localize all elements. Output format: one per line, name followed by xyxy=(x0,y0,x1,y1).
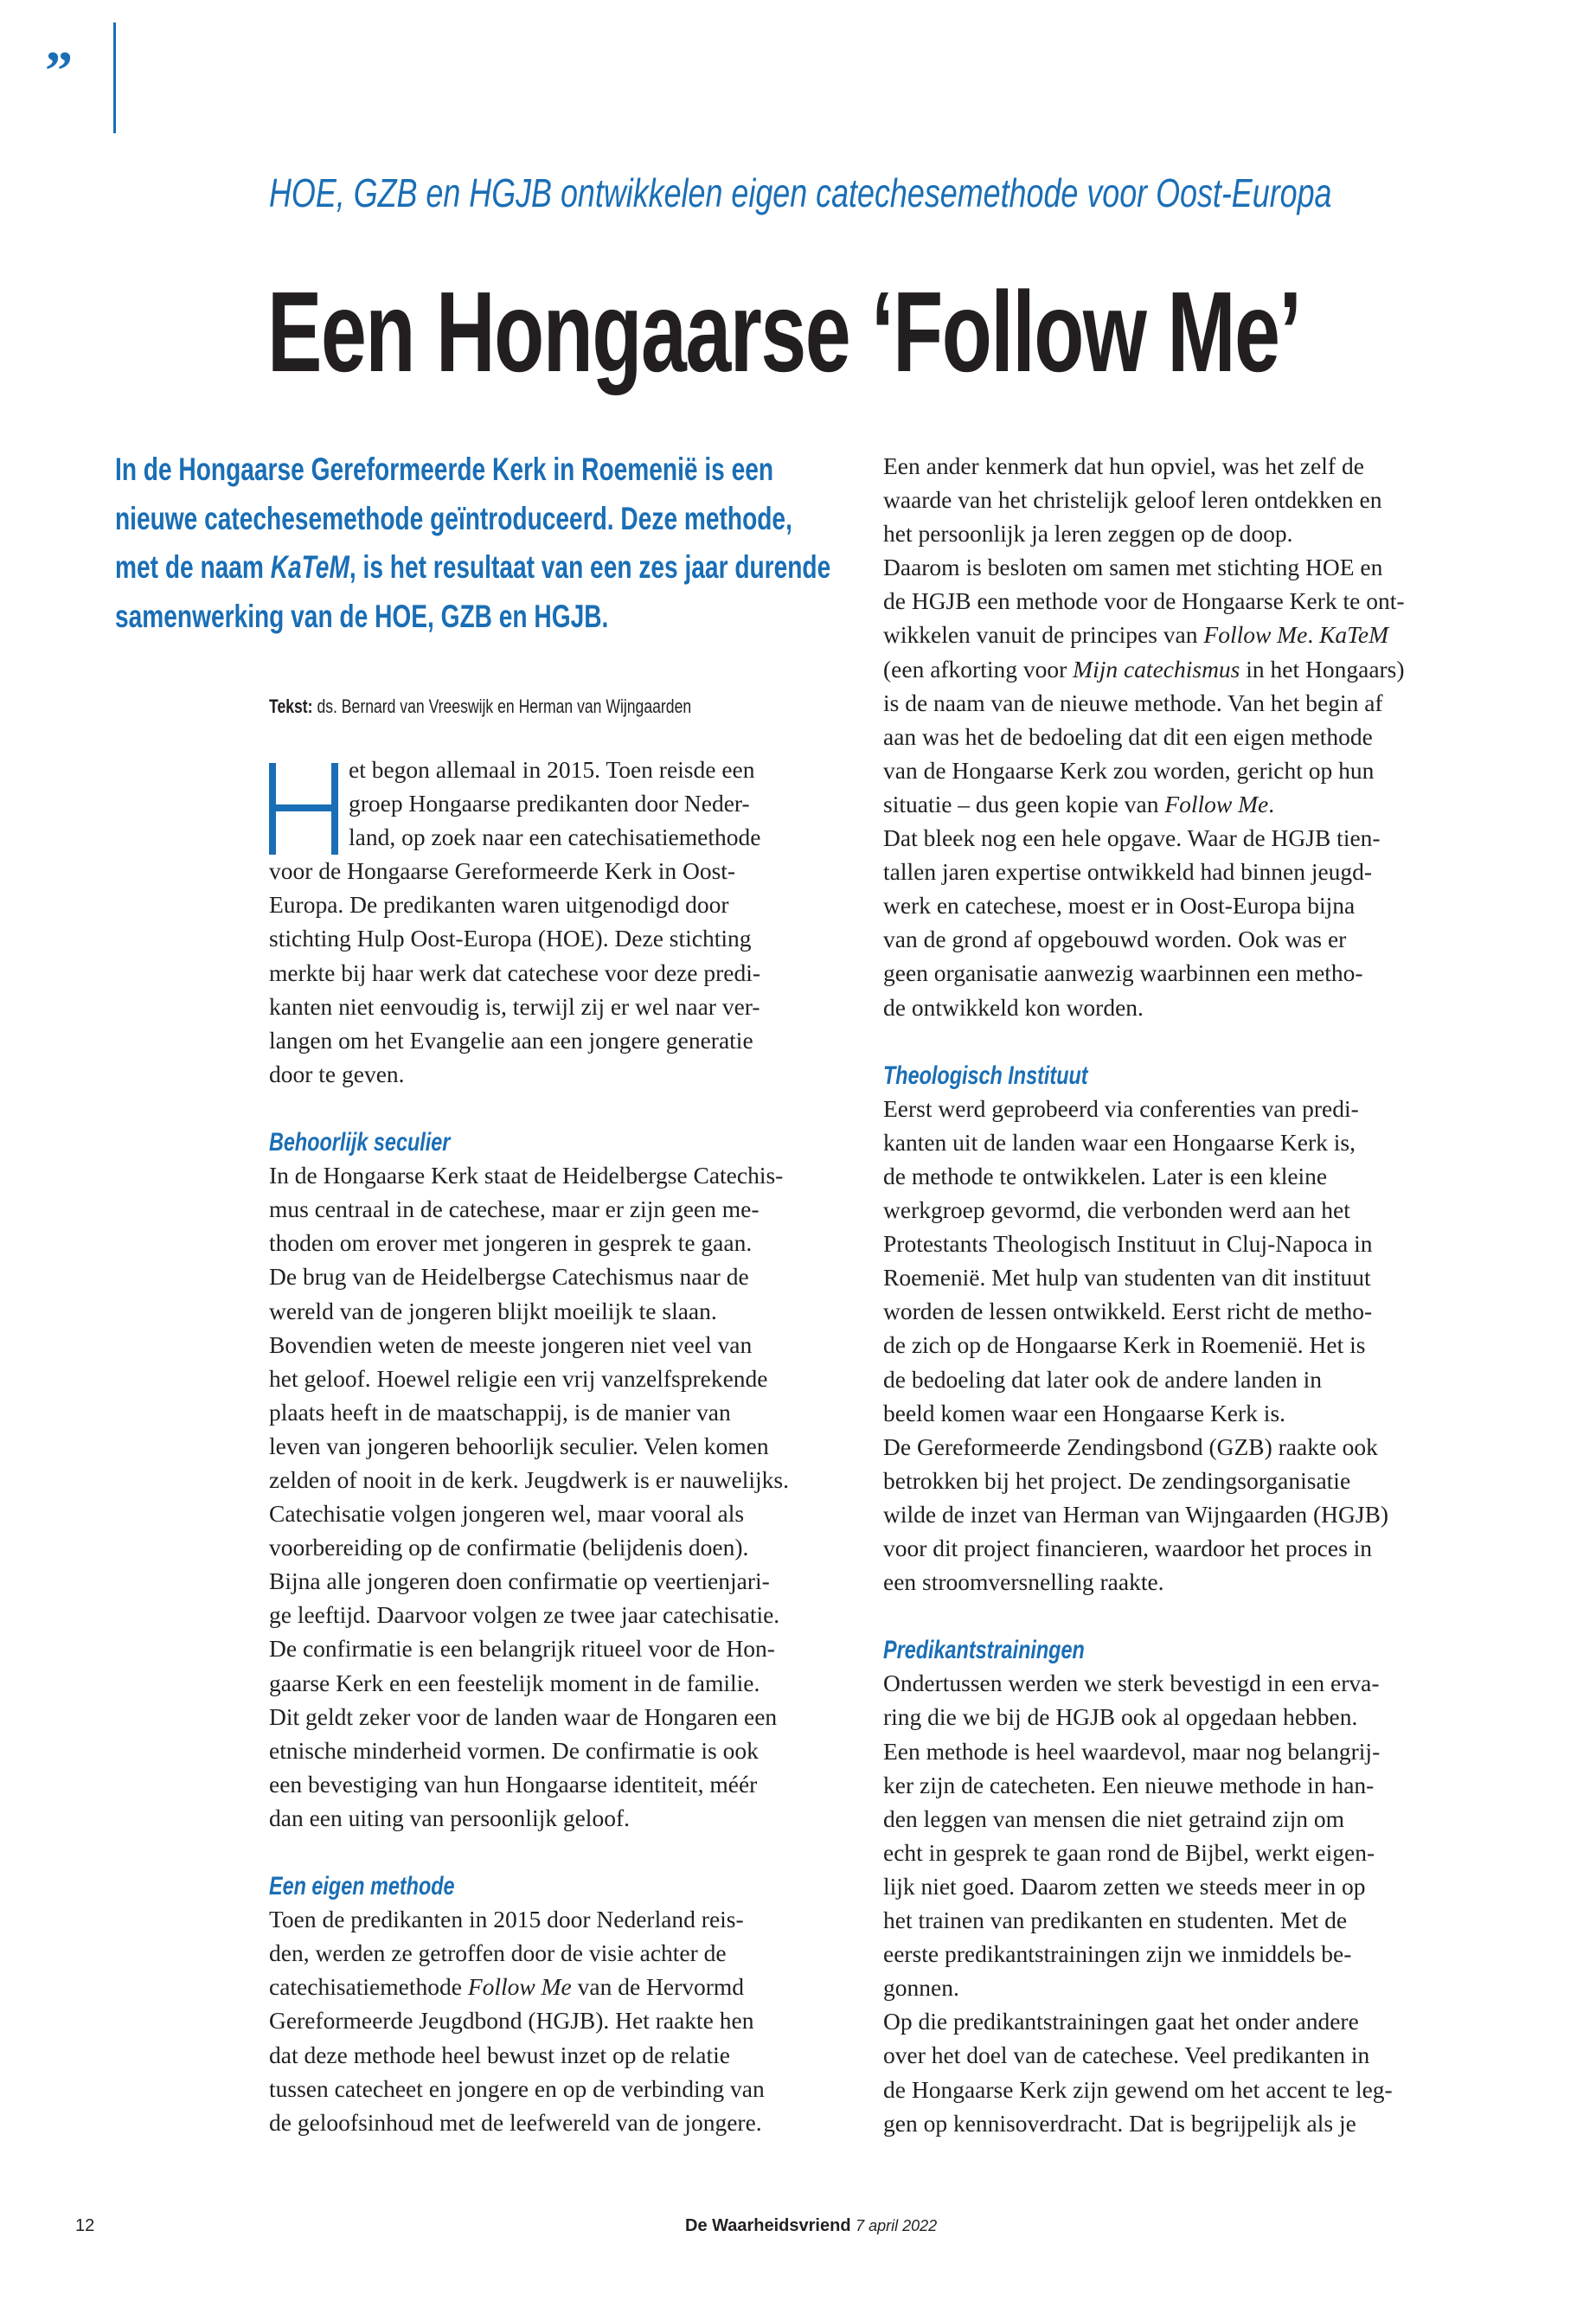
text-line xyxy=(883,656,1471,689)
text-run: In de Hongaarse Gereformeerde Kerk in Roemenië is een xyxy=(115,452,774,487)
text-line: Eerst werd geprobeerd via conferenties van predi- xyxy=(883,1094,1359,1122)
text-run: samenwerking van de HOE, GZB en HGJB. xyxy=(115,598,609,634)
text-line: beeld komen waar een Hongaarse Kerk is. xyxy=(883,1399,1286,1426)
text-line: een bevestiging van hun Hongaarse identiteit, méér xyxy=(269,1770,758,1798)
text-line: thoden om erover met jongeren in gesprek te gaan. xyxy=(269,1229,753,1257)
spacer xyxy=(269,1094,857,1128)
spacer xyxy=(269,1838,857,1872)
text-line: de Hongaarse Kerk zijn gewend om het accent te leg- xyxy=(883,2075,1393,2103)
paragraph xyxy=(883,452,1471,1028)
text-line: de ontwikkeld kon worden. xyxy=(883,993,1144,1021)
section-heading xyxy=(269,1128,857,1162)
lead-line xyxy=(115,445,838,495)
lead-line xyxy=(115,543,838,593)
lead-line xyxy=(115,593,838,642)
text-line: gaarse Kerk en een feestelijk moment in de familie. xyxy=(269,1669,760,1696)
text-line: door te geven. xyxy=(269,1060,405,1087)
text-line: Dat bleek nog een hele opgave. Waar de HGJB tien- xyxy=(883,824,1381,852)
paragraph xyxy=(883,1670,1471,2143)
italic-text: Follow Me xyxy=(1164,790,1269,817)
italic-text: Mijn catechismus xyxy=(1073,655,1240,683)
text-line: etnische minderheid vormen. De confirmatie is ook xyxy=(269,1736,759,1764)
text-line: voor de Hongaarse Gereformeerde Kerk in Oost- xyxy=(269,857,736,885)
text-run: (een afkorting voor xyxy=(883,655,1074,683)
text-line: leven van jongeren behoorlijk seculier. Velen komen xyxy=(269,1432,769,1459)
right-text-column xyxy=(883,452,1471,2144)
text-line: merkte bij haar werk dat catechese voor deze predi- xyxy=(269,958,761,986)
text-line: De brug van de Heidelbergse Catechismus naar de xyxy=(269,1263,749,1291)
text-line: ge leeftijd. Daarvoor volgen ze twee jaar catechisatie. xyxy=(269,1601,780,1629)
text-line: over het doel van de catechese. Veel predikanten in xyxy=(883,2041,1370,2069)
text-run: , is het resultaat van een zes jaar durende xyxy=(349,549,831,585)
text-line: betrokken bij het project. De zendingsorganisatie xyxy=(883,1466,1351,1494)
text-line: tallen jaren expertise ontwikkeld had binnen jeugd- xyxy=(883,858,1373,886)
text-line: waarde van het christelijk geloof leren ontdekken en xyxy=(883,486,1382,514)
text-line: de zich op de Hongaarse Kerk in Roemenië. Het is xyxy=(883,1331,1366,1359)
text-run: . xyxy=(1268,790,1275,817)
text-line: kanten niet eenvoudig is, terwijl zij er wel naar ver- xyxy=(269,992,760,1020)
lead-line xyxy=(115,495,838,544)
text-line: Ondertussen werden we sterk bevestigd in een erva- xyxy=(883,1670,1380,1697)
text-line: wilde de inzet van Herman van Wijngaarden (HGJB) xyxy=(883,1500,1389,1528)
vertical-rule xyxy=(113,22,116,133)
text-line: In de Hongaarse Kerk staat de Heidelbergse Catechis- xyxy=(269,1162,784,1189)
text-run: situatie – dus geen kopie van xyxy=(883,790,1165,817)
text-line: ker zijn de catecheten. Een nieuwe methode in han- xyxy=(883,1771,1375,1798)
text-run: van de Hervormd xyxy=(571,1973,745,2001)
text-line xyxy=(883,621,1471,655)
text-line: het trainen van predikanten en studenten. Met de xyxy=(883,1907,1348,1934)
paragraph xyxy=(883,1095,1471,1602)
author-credit xyxy=(269,695,691,718)
paragraph xyxy=(269,756,857,1094)
italic-text: KaTeM xyxy=(270,549,349,585)
page-number: 12 xyxy=(75,2216,95,2235)
text-line: ring die we bij de HGJB ook al opgedaan hebben. xyxy=(883,1703,1358,1731)
italic-text: KaTeM xyxy=(1319,621,1389,649)
text-line: echt in gesprek te gaan rond de Bijbel, werkt eigen- xyxy=(883,1838,1375,1866)
text-line xyxy=(269,1973,857,2007)
article-title: Een Hongaarse ‘Follow Me’ xyxy=(267,268,1301,395)
text-line: stichting Hulp Oost-Europa (HOE). Deze stichting xyxy=(269,925,752,952)
text-line: van de Hongaarse Kerk zou worden, gericht op hun xyxy=(883,756,1375,784)
text-line: et begon allemaal in 2015. Toen reisde een xyxy=(349,756,755,783)
text-line: Gereformeerde Jeugdbond (HGJB). Het raakte hen xyxy=(269,2007,754,2035)
text-line: Roemenië. Met hulp van studenten van dit instituut xyxy=(883,1264,1371,1292)
spacer xyxy=(883,1602,1471,1636)
text-line: De confirmatie is een belangrijk ritueel voor de Hon- xyxy=(269,1635,775,1663)
text-line: plaats heeft in de maatschappij, is de manier van xyxy=(269,1398,731,1426)
text-line: Een methode is heel waardevol, maar nog belangrij- xyxy=(883,1737,1381,1765)
text-line: langen om het Evangelie aan een jongere generatie xyxy=(269,1026,753,1054)
text-line: lijk niet goed. Daarom zetten we steeds meer in op xyxy=(883,1872,1366,1900)
text-line: een stroomversnelling raakte. xyxy=(883,1568,1164,1596)
text-line: gen op kennisoverdracht. Dat is begrijpelijk als je xyxy=(883,2109,1356,2137)
text-line: Bovendien weten de meeste jongeren niet veel van xyxy=(269,1330,753,1358)
text-line: Protestants Theologisch Instituut in Cluj-Napoca in xyxy=(883,1230,1373,1258)
text-run: wikkelen vanuit de principes van xyxy=(883,621,1204,649)
text-line: de HGJB een methode voor de Hongaarse Kerk te ont- xyxy=(883,587,1405,615)
text-line: voor dit project financieren, waardoor het proces in xyxy=(883,1535,1373,1561)
section-heading-text: Behoorlijk seculier xyxy=(269,1128,451,1157)
text-line: land, op zoek naar een catechisatiemethode xyxy=(349,824,761,851)
section-heading xyxy=(883,1636,1471,1670)
text-line: wereld van de jongeren blijkt moeilijk te slaan. xyxy=(269,1297,717,1324)
text-line: voorbereiding op de confirmatie (belijdenis doen). xyxy=(269,1534,749,1561)
text-line: Een ander kenmerk dat hun opviel, was het zelf de xyxy=(883,452,1364,479)
text-line: groep Hongaarse predikanten door Neder- xyxy=(349,790,750,817)
text-run: in het Hongaars) xyxy=(1240,655,1405,683)
left-text-column xyxy=(269,756,857,2143)
magazine-name: De Waarheidsvriend xyxy=(685,2216,851,2235)
text-line: Dit geldt zeker voor de landen waar de Hongaren een xyxy=(269,1702,778,1730)
text-line: het persoonlijk ja leren zeggen op de doop. xyxy=(883,520,1293,548)
italic-text: Follow Me xyxy=(467,1973,572,2001)
text-line: is de naam van de nieuwe methode. Van het begin af xyxy=(883,689,1383,716)
text-line: Daarom is besloten om samen met stichting HOE en xyxy=(883,554,1383,581)
section-heading-text: Een eigen methode xyxy=(269,1872,455,1901)
credit-authors: ds. Bernard van Vreeswijk en Herman van Wijngaarden xyxy=(317,695,692,717)
text-line: dat deze methode heel bewust inzet op de relatie xyxy=(269,2041,730,2068)
text-line: van de grond af opgebouwd worden. Ook was er xyxy=(883,926,1347,953)
closing-quote-icon: ” xyxy=(45,40,73,101)
footer-publication xyxy=(685,2216,937,2236)
article-lead xyxy=(115,445,838,641)
text-line: kanten uit de landen waar een Hongaarse Kerk is, xyxy=(883,1128,1356,1156)
text-run: catechisatiemethode xyxy=(269,1973,468,2001)
section-heading xyxy=(883,1061,1471,1095)
text-line: de methode te ontwikkelen. Later is een kleine xyxy=(883,1162,1328,1189)
text-line: aan was het de bedoeling dat dit een eigen methode xyxy=(883,722,1373,750)
text-line: De Gereformeerde Zendingsbond (GZB) raakte ook xyxy=(883,1433,1378,1460)
text-line xyxy=(883,791,1471,824)
section-heading-text: Predikantstrainingen xyxy=(883,1636,1085,1665)
text-line: den leggen van mensen die niet getraind zijn om xyxy=(883,1804,1345,1832)
italic-text: Follow Me xyxy=(1203,621,1308,649)
text-line: de bedoeling dat later ook de andere landen in xyxy=(883,1365,1323,1393)
text-line: Bijna alle jongeren doen confirmatie op veertienjari- xyxy=(269,1567,770,1595)
section-heading-text: Theologisch Instituut xyxy=(883,1061,1088,1090)
text-line: dan een uiting van persoonlijk geloof. xyxy=(269,1804,630,1831)
text-line: den, werden ze getroffen door de visie achter de xyxy=(269,1939,727,1967)
text-run: met de naam xyxy=(115,549,271,585)
text-line: worden de lessen ontwikkeld. Eerst richt de metho- xyxy=(883,1298,1373,1325)
spacer xyxy=(883,1028,1471,1061)
text-line: mus centraal in de catechese, maar er zijn geen me- xyxy=(269,1195,760,1223)
paragraph xyxy=(269,1906,857,2143)
text-line: Toen de predikanten in 2015 door Nederland reis- xyxy=(269,1906,744,1933)
text-line: geen organisatie aanwezig waarbinnen een metho- xyxy=(883,959,1363,987)
paragraph xyxy=(269,1162,857,1838)
text-line: tussen catecheet en jongere en op de verbinding van xyxy=(269,2074,765,2102)
article-kicker: HOE, GZB en HGJB ontwikkelen eigen catechesemethode voor Oost-Europa xyxy=(269,170,1332,215)
text-line: eerste predikantstrainingen zijn we inmiddels be- xyxy=(883,1940,1352,1968)
text-run: . xyxy=(1307,621,1320,649)
text-line: het geloof. Hoewel religie een vrij vanzelfsprekende xyxy=(269,1364,768,1392)
text-line: werk en catechese, moest er in Oost-Europa bijna xyxy=(883,892,1356,920)
section-heading xyxy=(269,1872,857,1906)
text-line: de geloofsinhoud met de leefwereld van de jongere. xyxy=(269,2108,762,2136)
issue-date: 7 april 2022 xyxy=(856,2217,938,2234)
text-run: nieuwe catechesemethode geïntroduceerd. Deze methode, xyxy=(115,500,792,536)
credit-label: Tekst: xyxy=(269,695,313,717)
text-line: Catechisatie volgen jongeren wel, maar vooral als xyxy=(269,1500,745,1528)
text-line: Europa. De predikanten waren uitgenodigd door xyxy=(269,891,729,919)
text-line: Op die predikantstrainingen gaat het onder andere xyxy=(883,2008,1359,2035)
text-line: werkgroep gevormd, die verbonden werd aan het xyxy=(883,1196,1350,1224)
text-line: gonnen. xyxy=(883,1974,959,2002)
text-line: zelden of nooit in de kerk. Jeugdwerk is er nauwelijks. xyxy=(269,1465,790,1493)
